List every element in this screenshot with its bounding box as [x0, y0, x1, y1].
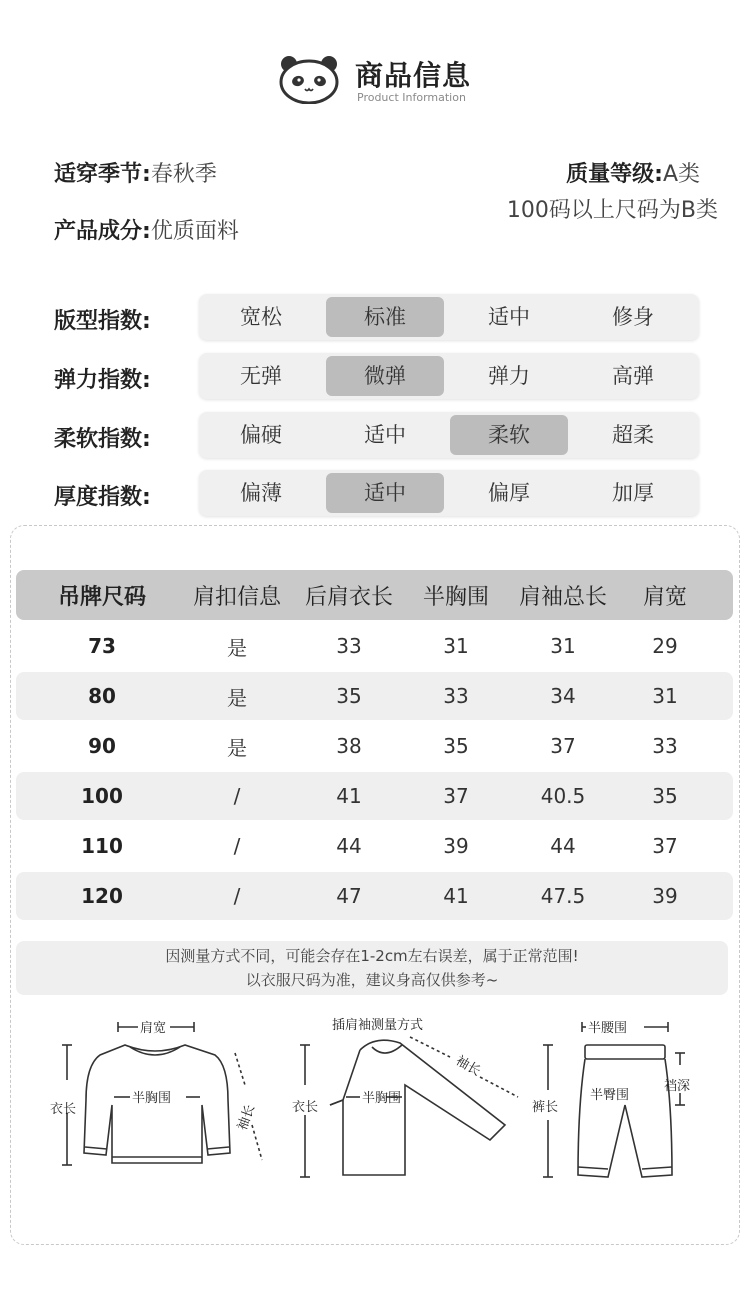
table-cell: 35 — [336, 684, 362, 708]
table-row — [16, 722, 733, 770]
raglan-title-label: 插肩袖测量方式 — [332, 1018, 424, 1033]
table-header-row — [16, 570, 733, 620]
pants-length-label: 裤长 — [532, 1100, 559, 1115]
pants-hip-label: 半臀围 — [590, 1088, 630, 1103]
index-option-selected: 标准 — [326, 297, 444, 337]
raglan-length-label: 衣长 — [292, 1100, 319, 1115]
index-option: 超柔 — [612, 423, 654, 447]
table-row — [16, 622, 733, 670]
index-option: 偏厚 — [488, 481, 530, 505]
table-cell: 35 — [443, 734, 469, 758]
table-cell: 是 — [227, 635, 247, 660]
index-label: 版型指数: — [54, 309, 151, 334]
quality-info — [566, 157, 700, 188]
index-option: 偏薄 — [240, 481, 282, 505]
page-title: 商品信息 — [355, 59, 472, 92]
table-cell: 29 — [652, 634, 678, 658]
quality-note: 100码以上尺码为B类 — [506, 198, 718, 223]
table-cell: 34 — [550, 684, 576, 708]
table-row — [16, 672, 733, 720]
table-header-cell: 吊牌尺码 — [57, 584, 146, 610]
index-scale — [199, 412, 699, 458]
index-option-selected: 适中 — [326, 473, 444, 513]
table-cell: 是 — [227, 735, 247, 760]
table-cell: / — [233, 884, 241, 908]
index-option: 加厚 — [612, 481, 654, 505]
table-row — [16, 822, 733, 870]
page-subtitle: Product Information — [357, 91, 466, 104]
index-option: 偏硬 — [240, 423, 282, 447]
table-cell: 120 — [81, 884, 123, 908]
table-cell: 38 — [336, 734, 362, 758]
index-label: 厚度指数: — [54, 485, 151, 510]
raglan-chest-label: 半胸围 — [362, 1091, 402, 1106]
index-scale — [199, 470, 699, 516]
index-option: 适中 — [364, 423, 406, 447]
table-cell: 100 — [81, 784, 123, 808]
index-option: 宽松 — [240, 305, 282, 329]
pants-rise-label: 裆深 — [664, 1079, 691, 1094]
table-cell: 44 — [550, 834, 576, 858]
season-info — [54, 157, 217, 188]
table-cell: 39 — [443, 834, 469, 858]
table-cell: 33 — [652, 734, 678, 758]
table-cell: 31 — [443, 634, 469, 658]
table-cell: 47.5 — [540, 884, 586, 908]
table-cell: 31 — [550, 634, 576, 658]
material-info — [54, 214, 239, 245]
table-cell: 33 — [336, 634, 362, 658]
table-header-cell: 肩宽 — [642, 584, 687, 610]
quality-value: A类 — [662, 162, 700, 187]
table-header-cell: 后肩衣长 — [304, 584, 393, 610]
measurement-diagrams — [30, 1005, 720, 1205]
table-cell: 73 — [88, 634, 116, 658]
table-cell: 31 — [652, 684, 678, 708]
index-option: 弹力 — [488, 364, 530, 388]
table-cell: 90 — [88, 734, 116, 758]
table-cell: 37 — [652, 834, 678, 858]
note-line-1: 因测量方式不同，可能会存在1-2cm左右误差，属于正常范围! — [165, 947, 579, 965]
table-cell: 80 — [88, 684, 116, 708]
table-cell: 37 — [443, 784, 469, 808]
table-cell: 37 — [550, 734, 576, 758]
material-value: 优质面料 — [150, 219, 239, 244]
table-cell: 110 — [81, 834, 123, 858]
sweater-chest-label: 半胸围 — [132, 1091, 172, 1106]
material-label: 产品成分: — [54, 219, 151, 244]
table-cell: 40.5 — [540, 784, 586, 808]
index-option-selected: 微弹 — [326, 356, 444, 396]
table-cell: 44 — [336, 834, 362, 858]
measurement-note — [16, 941, 728, 995]
quality-label: 质量等级: — [566, 162, 663, 187]
table-header-cell: 肩袖总长 — [518, 584, 607, 610]
table-header-cell: 半胸围 — [422, 584, 489, 610]
table-cell: 41 — [443, 884, 469, 908]
sweater-sleeve-label: 袖长 — [235, 1102, 259, 1133]
table-cell: 35 — [652, 784, 678, 808]
raglan-sleeve-label: 袖长 — [453, 1053, 484, 1080]
index-label: 弹力指数: — [54, 368, 151, 393]
table-row — [16, 772, 733, 820]
index-option-selected: 柔软 — [450, 415, 568, 455]
season-label: 适穿季节: — [54, 162, 151, 187]
table-cell: / — [233, 834, 241, 858]
index-scale — [199, 294, 699, 340]
table-cell: 41 — [336, 784, 362, 808]
table-cell: 39 — [652, 884, 678, 908]
table-row — [16, 872, 733, 920]
table-cell: 是 — [227, 685, 247, 710]
table-cell: / — [233, 784, 241, 808]
index-option: 无弹 — [240, 364, 282, 388]
season-value: 春秋季 — [150, 162, 217, 187]
index-label: 柔软指数: — [54, 427, 151, 452]
index-option: 高弹 — [612, 364, 654, 388]
table-cell: 33 — [443, 684, 469, 708]
index-scale — [199, 353, 699, 399]
pants-waist-label: 半腰围 — [588, 1021, 628, 1036]
table-header-cell: 肩扣信息 — [192, 584, 281, 610]
sweater-shoulder-label: 肩宽 — [140, 1021, 167, 1036]
note-line-2: 以衣服尺码为准，建议身高仅供参考~ — [245, 971, 499, 989]
index-option: 修身 — [612, 305, 654, 329]
sweater-length-label: 衣长 — [50, 1102, 77, 1117]
panda-logo-icon — [276, 54, 342, 104]
table-cell: 47 — [336, 884, 362, 908]
index-option: 适中 — [488, 305, 530, 329]
raglan-diagram — [300, 1037, 518, 1177]
section-header — [0, 48, 750, 108]
